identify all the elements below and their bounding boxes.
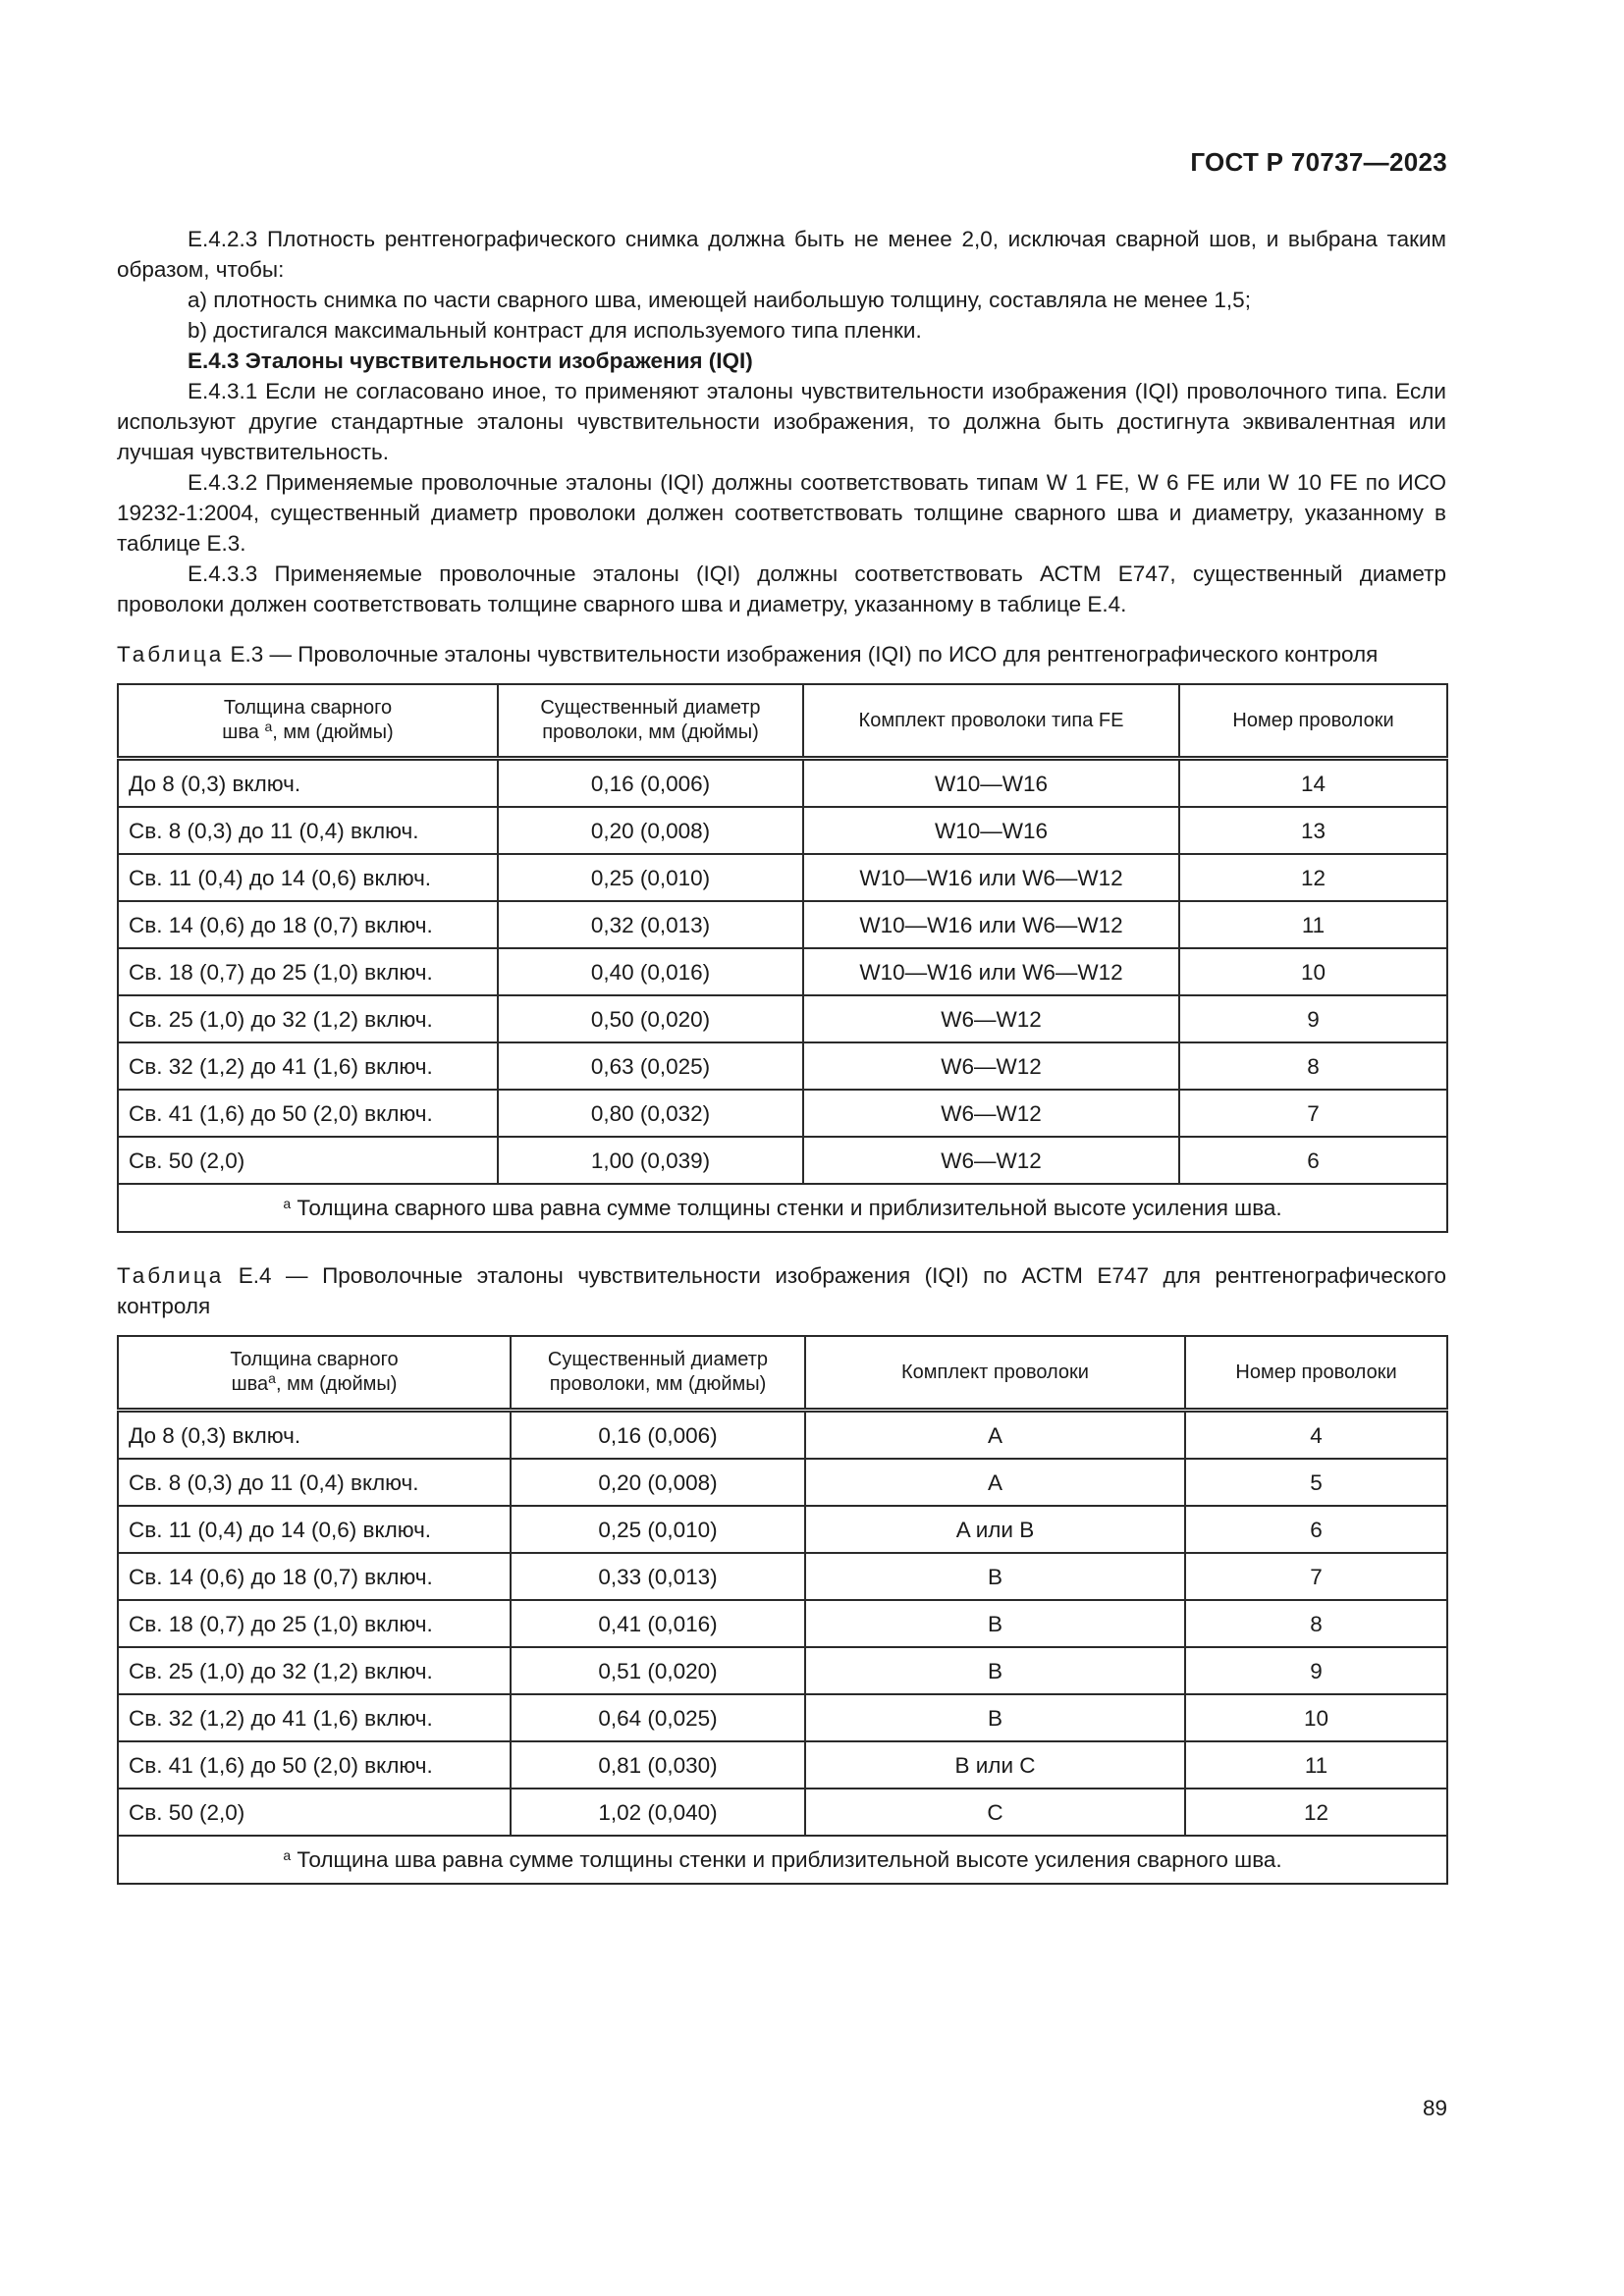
wire-set-cell: W6—W12 bbox=[803, 995, 1179, 1042]
wire-set-cell: A bbox=[805, 1459, 1185, 1506]
wire-set-cell: B bbox=[805, 1647, 1185, 1694]
table-row bbox=[118, 1647, 1447, 1694]
table-row bbox=[118, 901, 1447, 948]
wire-set-cell: W6—W12 bbox=[803, 1090, 1179, 1137]
table-e3-header-row bbox=[118, 684, 1447, 759]
thickness-cell: Св. 32 (1,2) до 41 (1,6) включ. bbox=[118, 1042, 498, 1090]
paragraph-e431: Е.4.3.1 Если не согласовано иное, то применяют эталоны чувствительности изображения (IQI) проволочного типа. Если используют другие стандартные эталоны чувствительности изображения, то должна быть достигнута эквивалентная или лучшая чувствительность. bbox=[117, 379, 1446, 464]
table-e3-footnote bbox=[118, 1184, 1447, 1232]
table-e3-caption bbox=[117, 639, 1446, 669]
wire-set-cell: A bbox=[805, 1411, 1185, 1460]
footnote-marker: a bbox=[264, 719, 273, 734]
document-code: ГОСТ Р 70737—2023 bbox=[1190, 147, 1447, 177]
diameter-cell: 0,64 (0,025) bbox=[511, 1694, 805, 1741]
table-e4-header-wire-number: Номер проволоки bbox=[1185, 1336, 1447, 1411]
wire-set-cell: W10—W16 или W6—W12 bbox=[803, 948, 1179, 995]
wire-set-cell: W10—W16 или W6—W12 bbox=[803, 901, 1179, 948]
list-item-a: a) плотность снимка по части сварного шва, имеющей наибольшую толщину, составляла не менее 1,5; bbox=[188, 288, 1251, 312]
table-e4-footnote-row bbox=[118, 1836, 1447, 1884]
wire-set-cell: W10—W16 bbox=[803, 759, 1179, 808]
table-e4 bbox=[117, 1335, 1448, 1885]
table-e3-caption-label: Таблица bbox=[117, 642, 225, 667]
table-e3 bbox=[117, 683, 1448, 1233]
footnote-marker: a bbox=[283, 1196, 292, 1211]
wire-number-cell: 8 bbox=[1185, 1600, 1447, 1647]
diameter-cell: 0,33 (0,013) bbox=[511, 1553, 805, 1600]
table-row bbox=[118, 1137, 1447, 1184]
header-text: Толщина сварного bbox=[230, 1349, 399, 1370]
thickness-cell: Св. 25 (1,0) до 32 (1,2) включ. bbox=[118, 1647, 511, 1694]
table-row bbox=[118, 1553, 1447, 1600]
list-item-b: b) достигался максимальный контраст для используемого типа пленки. bbox=[188, 318, 922, 343]
wire-number-cell: 12 bbox=[1179, 854, 1447, 901]
paragraph-e423: Е.4.2.3 Плотность рентгенографического снимка должна быть не менее 2,0, исключая сварной шов, и выбрана таким образом, чтобы: bbox=[117, 227, 1446, 282]
thickness-cell: Св. 50 (2,0) bbox=[118, 1137, 498, 1184]
diameter-cell: 0,41 (0,016) bbox=[511, 1600, 805, 1647]
wire-number-cell: 5 bbox=[1185, 1459, 1447, 1506]
wire-number-cell: 6 bbox=[1179, 1137, 1447, 1184]
thickness-cell: Св. 41 (1,6) до 50 (2,0) включ. bbox=[118, 1741, 511, 1789]
table-e3-header-wire-number: Номер проволоки bbox=[1179, 684, 1447, 759]
thickness-cell: Св. 14 (0,6) до 18 (0,7) включ. bbox=[118, 1553, 511, 1600]
table-e4-caption-label: Таблица bbox=[117, 1263, 225, 1288]
wire-number-cell: 9 bbox=[1179, 995, 1447, 1042]
wire-number-cell: 11 bbox=[1179, 901, 1447, 948]
diameter-cell: 1,02 (0,040) bbox=[511, 1789, 805, 1836]
thickness-cell: Св. 11 (0,4) до 14 (0,6) включ. bbox=[118, 1506, 511, 1553]
diameter-cell: 0,25 (0,010) bbox=[511, 1506, 805, 1553]
table-row bbox=[118, 1600, 1447, 1647]
table-row bbox=[118, 1090, 1447, 1137]
diameter-cell: 0,20 (0,008) bbox=[498, 807, 803, 854]
wire-number-cell: 12 bbox=[1185, 1789, 1447, 1836]
table-row bbox=[118, 1789, 1447, 1836]
diameter-cell: 0,80 (0,032) bbox=[498, 1090, 803, 1137]
thickness-cell: Св. 32 (1,2) до 41 (1,6) включ. bbox=[118, 1694, 511, 1741]
wire-number-cell: 7 bbox=[1179, 1090, 1447, 1137]
diameter-cell: 0,40 (0,016) bbox=[498, 948, 803, 995]
diameter-cell: 0,16 (0,006) bbox=[498, 759, 803, 808]
wire-set-cell: B bbox=[805, 1600, 1185, 1647]
table-e3-footnote-row bbox=[118, 1184, 1447, 1232]
wire-set-cell: W6—W12 bbox=[803, 1137, 1179, 1184]
diameter-cell: 1,00 (0,039) bbox=[498, 1137, 803, 1184]
wire-number-cell: 13 bbox=[1179, 807, 1447, 854]
table-e3-body bbox=[118, 759, 1447, 1185]
wire-number-cell: 10 bbox=[1179, 948, 1447, 995]
wire-set-cell: B bbox=[805, 1694, 1185, 1741]
page-number: 89 bbox=[1422, 2096, 1447, 2120]
diameter-cell: 0,16 (0,006) bbox=[511, 1411, 805, 1460]
wire-number-cell: 14 bbox=[1179, 759, 1447, 808]
wire-set-cell: A или B bbox=[805, 1506, 1185, 1553]
page-content bbox=[117, 224, 1446, 1885]
table-row bbox=[118, 1042, 1447, 1090]
section-heading-e43: Е.4.3 Эталоны чувствительности изображения (IQI) bbox=[188, 348, 753, 373]
wire-set-cell: W6—W12 bbox=[803, 1042, 1179, 1090]
paragraph-e433: Е.4.3.3 Применяемые проволочные эталоны (IQI) должны соответствовать АСТМ E747, существенный диаметр проволоки должен соответствовать толщине сварного шва и диаметру, указанному в таблице Е.4. bbox=[117, 561, 1446, 616]
table-row bbox=[118, 807, 1447, 854]
table-e3-header-thickness bbox=[118, 684, 498, 759]
diameter-cell: 0,25 (0,010) bbox=[498, 854, 803, 901]
diameter-cell: 0,63 (0,025) bbox=[498, 1042, 803, 1090]
thickness-cell: Св. 41 (1,6) до 50 (2,0) включ. bbox=[118, 1090, 498, 1137]
wire-number-cell: 9 bbox=[1185, 1647, 1447, 1694]
wire-set-cell: W10—W16 bbox=[803, 807, 1179, 854]
footnote-marker: a bbox=[268, 1370, 276, 1386]
table-row bbox=[118, 759, 1447, 808]
table-e4-body bbox=[118, 1411, 1447, 1837]
wire-set-cell: W10—W16 или W6—W12 bbox=[803, 854, 1179, 901]
footnote-marker: a bbox=[283, 1847, 292, 1863]
footnote-text: Толщина сварного шва равна сумме толщины стенки и приблизительной высоте усиления шва. bbox=[297, 1196, 1282, 1220]
header-text: , мм (дюймы) bbox=[275, 1373, 398, 1395]
thickness-cell: До 8 (0,3) включ. bbox=[118, 759, 498, 808]
diameter-cell: 0,81 (0,030) bbox=[511, 1741, 805, 1789]
thickness-cell: Св. 18 (0,7) до 25 (1,0) включ. bbox=[118, 1600, 511, 1647]
footnote-text: Толщина шва равна сумме толщины стенки и приблизительной высоте усиления сварного шва. bbox=[297, 1847, 1282, 1872]
wire-set-cell: C bbox=[805, 1789, 1185, 1836]
table-row bbox=[118, 1459, 1447, 1506]
table-row bbox=[118, 1506, 1447, 1553]
wire-number-cell: 11 bbox=[1185, 1741, 1447, 1789]
header-text: шва bbox=[222, 721, 259, 743]
wire-set-cell: B bbox=[805, 1553, 1185, 1600]
header-text: Толщина сварного bbox=[223, 697, 393, 719]
diameter-cell: 0,20 (0,008) bbox=[511, 1459, 805, 1506]
table-e4-header-thickness bbox=[118, 1336, 511, 1411]
wire-number-cell: 4 bbox=[1185, 1411, 1447, 1460]
table-e4-caption-text: Е.4 — Проволочные эталоны чувствительности изображения (IQI) по АСТМ E747 для рентгенографического контроля bbox=[117, 1263, 1446, 1318]
thickness-cell: Св. 8 (0,3) до 11 (0,4) включ. bbox=[118, 807, 498, 854]
diameter-cell: 0,32 (0,013) bbox=[498, 901, 803, 948]
thickness-cell: Св. 11 (0,4) до 14 (0,6) включ. bbox=[118, 854, 498, 901]
thickness-cell: Св. 14 (0,6) до 18 (0,7) включ. bbox=[118, 901, 498, 948]
wire-number-cell: 10 bbox=[1185, 1694, 1447, 1741]
table-e4-header-diameter: Существенный диаметр проволоки, мм (дюймы) bbox=[511, 1336, 805, 1411]
thickness-cell: До 8 (0,3) включ. bbox=[118, 1411, 511, 1460]
table-row bbox=[118, 1741, 1447, 1789]
table-e4-header-wire-set: Комплект проволоки bbox=[805, 1336, 1185, 1411]
thickness-cell: Св. 25 (1,0) до 32 (1,2) включ. bbox=[118, 995, 498, 1042]
wire-number-cell: 6 bbox=[1185, 1506, 1447, 1553]
paragraph-e432: Е.4.3.2 Применяемые проволочные эталоны (IQI) должны соответствовать типам W 1 FE, W 6 FE или W 10 FE по ИСО 19232-1:2004, существенный диаметр проволоки должен соответствовать толщине сварного шва и диаметру, указанному в таблице Е.3. bbox=[117, 470, 1446, 556]
wire-set-cell: B или C bbox=[805, 1741, 1185, 1789]
table-e3-header-wire-set: Комплект проволоки типа FE bbox=[803, 684, 1179, 759]
table-row bbox=[118, 948, 1447, 995]
wire-number-cell: 8 bbox=[1179, 1042, 1447, 1090]
table-e4-header-row bbox=[118, 1336, 1447, 1411]
table-row bbox=[118, 1411, 1447, 1460]
table-row bbox=[118, 1694, 1447, 1741]
diameter-cell: 0,50 (0,020) bbox=[498, 995, 803, 1042]
diameter-cell: 0,51 (0,020) bbox=[511, 1647, 805, 1694]
table-e4-caption bbox=[117, 1260, 1446, 1321]
table-row bbox=[118, 854, 1447, 901]
thickness-cell: Св. 8 (0,3) до 11 (0,4) включ. bbox=[118, 1459, 511, 1506]
table-e3-caption-text: Е.3 — Проволочные эталоны чувствительности изображения (IQI) по ИСО для рентгенографического контроля bbox=[230, 642, 1379, 667]
wire-number-cell: 7 bbox=[1185, 1553, 1447, 1600]
header-text: шва bbox=[231, 1373, 269, 1395]
thickness-cell: Св. 18 (0,7) до 25 (1,0) включ. bbox=[118, 948, 498, 995]
table-e4-footnote bbox=[118, 1836, 1447, 1884]
thickness-cell: Св. 50 (2,0) bbox=[118, 1789, 511, 1836]
table-row bbox=[118, 995, 1447, 1042]
header-text: , мм (дюймы) bbox=[272, 721, 394, 743]
table-e3-header-diameter: Существенный диаметр проволоки, мм (дюймы) bbox=[498, 684, 803, 759]
